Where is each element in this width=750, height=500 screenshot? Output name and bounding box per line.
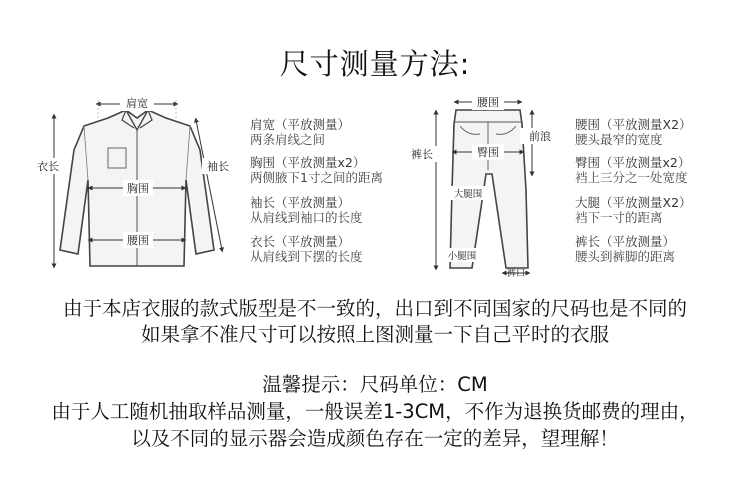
shirt-length-label: 衣长	[37, 160, 59, 173]
shirt-desc-3: 袖长（平放测量） 从肩线到袖口的长度	[250, 195, 363, 225]
shirt-desc-4: 衣长（平放测量） 从肩线到下摆的长度	[250, 234, 363, 264]
calf-label: 小腿围	[447, 251, 477, 262]
waist-label: 腰围	[127, 234, 149, 247]
shirt-desc-2: 胸围（平放测量x2） 两侧腋下1寸之间的距离	[250, 155, 383, 185]
shirt-diagram	[30, 90, 245, 275]
pants-desc-1: 腰围（平放测量X2） 腰头最窄的宽度	[575, 117, 692, 147]
note-line-2: 如果拿不准尺寸可以按照上图测量一下自己平时的衣服	[140, 323, 609, 346]
hip-label: 臀围	[477, 146, 499, 159]
thigh-label: 大腿围	[453, 189, 483, 200]
pants-diagram	[400, 90, 565, 280]
pants-desc-4: 裤长（平放测量） 腰头到裤脚的距离	[575, 234, 676, 264]
leg-opening-label: 裤口	[506, 268, 526, 279]
page-title: 尺寸测量方法:	[279, 47, 471, 81]
note-line-4: 以及不同的显示器会造成颜色存在一定的差异，望理解！	[131, 427, 619, 450]
tip-line: 温馨提示：尺码单位：CM	[262, 373, 488, 396]
note-line-3: 由于人工随机抽取样品测量，一般误差1-3CM，不作为退换货邮费的理由，	[51, 400, 699, 423]
pants-desc-2: 臀围（平放测量x2） 裆上三分之一处宽度	[575, 155, 691, 185]
pants-waist-label: 腰围	[477, 96, 499, 109]
pants-desc-3: 大腿（平放测量X2） 裆下一寸的距离	[575, 195, 692, 225]
sleeve-label: 袖长	[207, 160, 229, 173]
shoulder-label: 肩宽	[126, 97, 148, 110]
note-line-1: 由于本店衣服的款式版型是不一致的，出口到不同国家的尺码也是不同的	[62, 297, 687, 320]
chest-label: 胸围	[127, 182, 149, 195]
front-rise-label: 前浪	[529, 130, 551, 143]
pants-length-label: 裤长	[411, 148, 433, 161]
shirt-desc-1: 肩宽（平放测量） 两条肩线之间	[250, 117, 351, 147]
